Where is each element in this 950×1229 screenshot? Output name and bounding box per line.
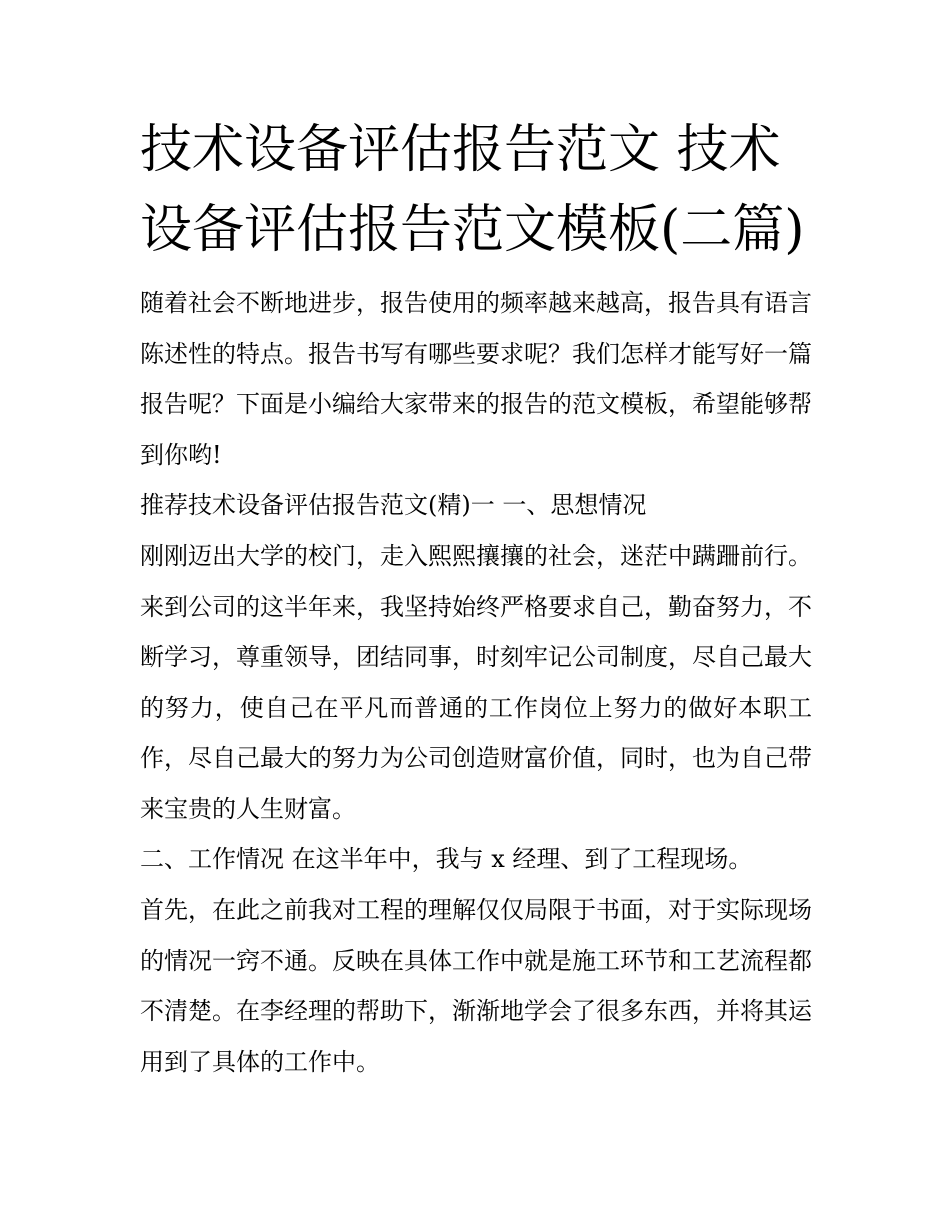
- document-title: 技术设备评估报告范文 技术设备评估报告范文模板(二篇): [140, 120, 805, 260]
- section-heading-paragraph: 二、工作情况 在这半年中，我与 x 经理、到了工程现场。: [140, 845, 753, 873]
- section-heading-paragraph: 推荐技术设备评估报告范文(精)一 一、思想情况: [140, 491, 647, 519]
- body-paragraph: 刚刚迈出大学的校门，走入熙熙攘攘的社会，迷茫中蹒跚前行。来到公司的这半年来，我坚持始终严格要求自己，勤奋努力，不断学习，尊重领导，团结同事，时刻牢记公司制度，尽自己最大的努力，使自己在平凡而普通的工作岗位上努力的做好本职工作，尽自己最大的努力为公司创造财富价值，同时，也为自己带来宝贵的人生财富。: [140, 542, 812, 823]
- body-paragraph: 首先，在此之前我对工程的理解仅仅局限于书面，对于实际现场的情况一窍不通。反映在具体工作中就是施工环节和工艺流程都不清楚。在李经理的帮助下，渐渐地学会了很多东西，并将其运用到了具体的工作中。: [140, 896, 812, 1076]
- intro-paragraph: 随着社会不断地进步，报告使用的频率越来越高，报告具有语言陈述性的特点。报告书写有哪些要求呢？我们怎样才能写好一篇报告呢？下面是小编给大家带来的报告的范文模板，希望能够帮到你哟!: [140, 289, 812, 469]
